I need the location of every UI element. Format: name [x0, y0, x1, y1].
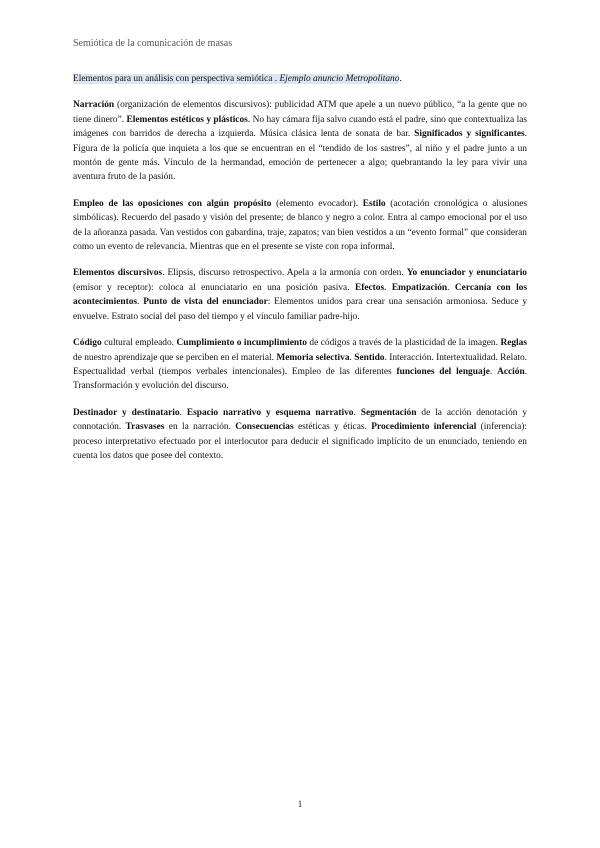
term: Yo enunciador y enunciatario: [406, 268, 527, 279]
paragraph-destinador: [73, 406, 527, 464]
text: (acotación cronológica o alusiones simbólicas). Recuerdo del pasado y visión del presente; de blanco y negro a color. Entra al campo emocional por el uso de la añoranza pasada. Van vestidos con gabardina, traje, zapatos; van bien vestidos a un “evento formal” que consideran como un evento de relevancia. Mientras que en el presente se viste con ropa informal.: [73, 198, 527, 253]
term: Segmentación: [360, 407, 417, 418]
term: Procedimiento inferencial: [371, 422, 477, 433]
page-number: 1: [297, 799, 303, 809]
term: Código: [73, 338, 102, 349]
text: (organización de elementos discursivos): publicidad ATM que apele a un nuevo público, “a la gente que no tiene dinero”.: [73, 100, 527, 125]
title-example: Ejemplo anuncio Metropolitano: [279, 74, 400, 84]
term: Consecuencias: [235, 422, 294, 433]
term: Narración: [73, 100, 115, 111]
term: Memoria selectiva: [276, 352, 350, 363]
text: de nuestro aprendizaje que se perciben en el material.: [73, 352, 277, 363]
text: de códigos a través de la plasticidad de la imagen.: [306, 338, 501, 349]
text: estéticas y éticas.: [293, 422, 372, 433]
text: cultural empleado.: [101, 338, 177, 349]
text: . Transformación y evolución del discurso.: [73, 366, 528, 392]
text: .: [489, 366, 498, 377]
text: . Elipsis, discurso retrospectivo. Apela a la armonía con orden.: [162, 268, 407, 279]
term: Punto de vista del enunciador: [143, 297, 268, 308]
running-header: Semiótica de la comunicación de masas: [73, 38, 233, 49]
document-body: [73, 72, 527, 475]
term: Acción: [497, 366, 525, 377]
text: .: [384, 282, 392, 293]
term: Elementos discursivos: [73, 268, 163, 279]
text: . Interacción. Intertextualidad. Relato. Espectualidad verbal (tiempos verbales intencionales). Empleo de las diferentes: [73, 352, 527, 377]
title-highlight: [73, 74, 402, 84]
term: funciones del lenguaje: [396, 366, 490, 377]
title-separator: .: [272, 74, 280, 84]
text: (elemento evocador).: [271, 198, 363, 209]
title-end: .: [399, 74, 402, 84]
text: (inferencia): proceso interpretativo efectuado por el interlocutor para deducir el significado implícito de un enunciado, teniendo en cuenta los datos que posee del contexto.: [73, 422, 527, 461]
term: Destinador y destinatario: [73, 407, 180, 418]
term: Cercanía con los acontecimientos: [73, 282, 528, 308]
term: Cumplimiento o incumplimiento: [176, 338, 307, 349]
term: Empleo de las oposiciones con algún propósito: [73, 198, 272, 209]
text: . No hay cámara fija salvo cuando está el padre, sino que contextualiza las imágenes con barridos de derecha a izquierda. Música clásica lenta de sonata de bar.: [73, 114, 528, 140]
text: .: [179, 407, 187, 418]
paragraph-narracion: [73, 98, 527, 184]
paragraph-oposiciones: [73, 197, 527, 255]
term: Estilo: [362, 198, 386, 209]
term: Trasvases: [125, 422, 165, 433]
term: Empatización: [391, 282, 448, 293]
text: (emisor y receptor): coloca al enunciatario en una posición pasiva.: [73, 282, 355, 293]
text: : Elementos unidos para crear una sensación armoniosa. Seduce y envuelve. Estrato social del paso del tiempo y el vínculo familiar padre-hijo.: [73, 297, 528, 322]
section-title: [73, 72, 527, 86]
term: Espacio narrativo y esquema narrativo: [186, 407, 354, 418]
paragraph-codigo: [73, 336, 527, 394]
text: .: [353, 407, 361, 418]
term: Reglas: [500, 338, 527, 349]
text: .: [349, 352, 355, 363]
title-text: Elementos para un análisis con perspectiva semiótica: [73, 74, 273, 84]
term: Elementos estéticos y plásticos: [126, 114, 248, 125]
term: Sentido: [354, 352, 385, 363]
paragraph-discursivos: [73, 266, 527, 324]
text: . Figura de la policía que inquieta a los que se encuentran en el “tendido de los sastres”, al niño y el padre junto a un montón de gente más. Vínculo de la hermandad, emoción de pertenecer a algo; quebrantando la ley para vivir una aventura fruto de la pasión.: [73, 129, 527, 183]
text: de la acción denotación y connotación.: [73, 407, 528, 433]
term: Significados y significantes: [414, 129, 525, 140]
text: .: [447, 282, 455, 293]
text: .: [137, 297, 144, 308]
term: Efectos: [354, 282, 385, 293]
text: en la narración.: [164, 422, 236, 433]
